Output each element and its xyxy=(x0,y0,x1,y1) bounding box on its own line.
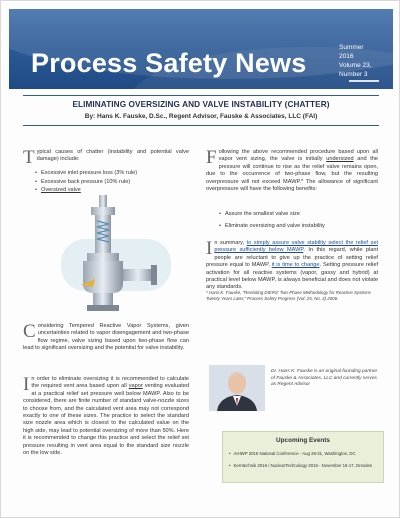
issue-info xyxy=(339,43,379,79)
left-paragraph-3: In order to eliminate oversizing it is recommended to calculate the required vent area based upon all vapor venting evaluated at a practical relief set pressure well below MAWP. Also to be considered, there are finite number of standard valve-nozzle sizes to choose from, and the calculated vent area may not correspond exactly to one of these sizes. The practice to select the standard size nozzle area which is closest to the calculated value on the high side, may lead to potential oversizing of more than 50%. Here it is recommended to change this practice and select the relief set pressure resulting in vent area equal to the standard size nozzle on the low side. xyxy=(23,374,190,457)
intro-text: ypical causes of chatter (instability and potential valve damage) include: xyxy=(36,149,189,163)
dropcap: F xyxy=(206,147,217,168)
upcoming-events-box xyxy=(222,431,384,483)
list-item: • Eliminate oversizing and valve instability xyxy=(227,220,387,232)
intro-paragraph xyxy=(23,147,189,168)
list-item: • Excessive inlet pressure loss (3% rule) xyxy=(43,169,193,178)
masthead-rule xyxy=(349,80,379,82)
issue-season: Summer 2016 xyxy=(339,44,364,60)
title-rule-top xyxy=(23,95,379,96)
events-title: Upcoming Events xyxy=(276,437,330,444)
relief-valve-illustration xyxy=(41,193,181,319)
dropcap: T xyxy=(23,147,35,168)
article-title: ELIMINATING OVERSIZING AND VALVE INSTABILITY (CHATTER) xyxy=(72,100,330,109)
list-item: • AIHWP 2016 National Conference - Aug 28-31, Washington, DC xyxy=(229,448,379,460)
dropcap: I xyxy=(23,374,30,395)
list-item: • Kerntechnik 2016 / NuclearTechnology 2016 - November 16-17, Dresden xyxy=(229,460,379,472)
article-byline: By: Hans K. Fauske, D.Sc., Regent Advisor, Fauske & Associates, LLC (FAI) xyxy=(84,113,318,120)
left-paragraph-2: Considering Tempered Reactive Vapor Systems, given uncertainties related to vapor disengagement and two-phase flow regime, valve sizing based upon two-phase flow can lead to significant oversizing and the potential for valve instability. xyxy=(23,321,189,352)
newsletter-title: Process Safety News xyxy=(31,48,307,78)
footnote: * Hans K. Fauske, "Revisiting DIERS' Two-Phase Methodology for Reactive Systems Twenty Years Later," Process Safety Progress (Vol. 25, No. 3) 2006. xyxy=(206,290,371,301)
dropcap: I xyxy=(206,238,213,259)
list-item: • Assure the smallest valve size xyxy=(227,208,387,220)
author-photo xyxy=(209,365,265,411)
author-caption: Dr. Hans K. Fauske is an original founding partner of Fauske & Associates, LLC and currently serves as Regent Advisor xyxy=(271,369,378,388)
issue-number: Number 3 xyxy=(339,71,368,78)
issue-volume: Volume 23, xyxy=(339,62,372,69)
chatter-causes-list xyxy=(31,169,193,195)
dropcap: C xyxy=(23,321,36,342)
masthead xyxy=(9,9,393,89)
title-rule-bottom xyxy=(23,125,379,126)
list-item: • Excessive back pressure (10% rule) xyxy=(43,178,193,187)
list-item: • Oversized valve xyxy=(43,186,193,195)
summary-paragraph: In summary, to simply assure valve stability select the relief set pressure sufficiently below MAWP. In this regard, while plant people are reluctant to give up the practice of setting relief pressure equal to MAWP, it is time to change. Setting pressure relief activation for all reactive systems (vapor, gassy and hybrid) at practical level below MAWP, is always beneficial and does not violate any standards. xyxy=(206,238,378,291)
right-paragraph-1: Following the above recommended procedure based upon all vapor vent sizing, the valve is initially undersized and the pressure will continue to rise as the relief valve remains open, due to the occurrence of two-phase flow, but the resulting overpressure will not exceed MAWP.* The allowance of significant overpressure will have the following benefits: xyxy=(206,147,379,193)
benefits-list xyxy=(215,208,387,232)
events-list xyxy=(229,448,379,472)
